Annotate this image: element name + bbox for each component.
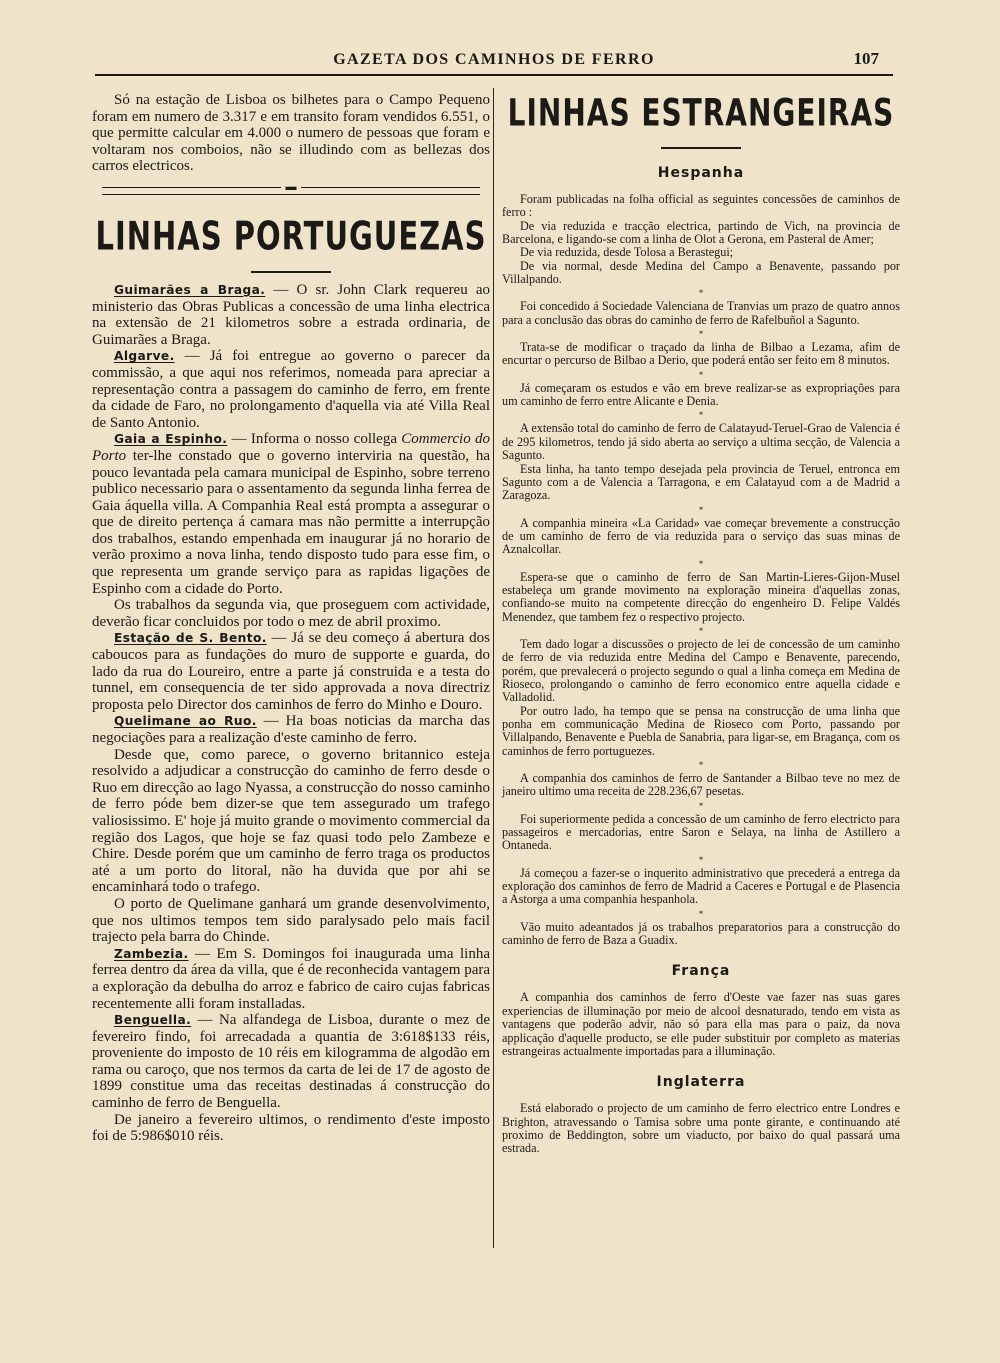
- asterisk-separator: *: [698, 410, 704, 421]
- subhead-inglaterra: Inglaterra: [656, 1074, 746, 1091]
- item-body: — Já foi entregue ao governo o parecer da commissão, a que aqui nos referimos, nomeada para apreciar a representação contra a passagem do caminho de ferro, em frente da cidade de Faro, no prolongamento d'aquella via até Villa Real de Santo Antonio.: [92, 348, 490, 431]
- ornament-rule: [102, 180, 480, 195]
- news-item-zambezia: [92, 946, 490, 1012]
- paragraph: Tem dado logar a discussões o projecto de lei de concessão de um caminho de ferro de via reduzida entre Medina del Campo e Benavente, parecendo, porém, que prevalecerá o projecto segundo o qual a linha começa em Medina de Rioseco, prolongando o caminho de ferro economico entre aquella cidade e Valladolid.: [502, 636, 900, 705]
- intro-paragraph: Só na estação de Lisboa os bilhetes para o Campo Pequeno foram em numero de 3.317 e em transito foram vendidos 6.551, o que permitte calcular em 4.000 o numero de pessoas que foram e voltaram nos comboios, não se illudindo com as bellezas dos carros electricos.: [92, 92, 490, 175]
- news-item-gaia: [92, 431, 490, 597]
- item-body: — Na alfandega de Lisboa, durante o mez de fevereiro findo, foi arrecadada a quantia de 3:618$133 réis, proveniente do imposto de 10 réis em kilogramma de algodão em rama ou caroço, que nos termos da carta de lei de 17 de agosto de 1899 constitue uma das receitas destinadas á construcção do caminho de ferro de Benguella.: [92, 1012, 490, 1112]
- news-item-algarve: [92, 348, 490, 431]
- running-title: GAZETA DOS CAMINHOS DE FERRO: [333, 51, 655, 68]
- newspaper-name: Commercio do Porto: [92, 431, 490, 464]
- paragraph: Já começou a fazer-se o inquerito administrativo que precederá a entrega da exploração dos caminhos de ferro de Madrid a Caceres e Portugal e de Plasencia a Astorga a uma companhia hespanhola.: [502, 865, 900, 907]
- news-item-guimaraes: [92, 282, 490, 348]
- asterisk-separator: *: [698, 504, 704, 515]
- column-divider: [493, 88, 494, 1248]
- asterisk-separator: *: [698, 760, 704, 771]
- paragraph: Desde que, como parece, o governo britannico esteja resolvido a adjudicar a construcção do caminho de ferro desde o Ruo em direcção ao lago Nyassa, a construcção do nosso caminho de ferro póde bem dizer-se que tem assegurado um trafego valiosissimo. E' hoje já muito grande o movimento commercial da região dos Lagos, que hoje se faz quasi todo pelo Zambeze e Chire. Desde porém que um caminho de ferro traga os productos até a um porto do litoral, não ha duvida que por ahi se encaminhará todo o trafego.: [92, 746, 490, 896]
- asterisk-separator: *: [698, 329, 704, 340]
- left-column: [92, 92, 490, 1145]
- item-body: — Informa o nosso collega: [227, 431, 402, 448]
- item-body: — O sr. John Clark requereu ao ministerio das Obras Publicas a concessão de uma linha electrica na extensão de 21 kilometros sobre a estrada ordinaria, de Guimarães a Braga.: [92, 281, 490, 348]
- paragraph: A companhia mineira «La Caridad» vae começar brevemente a construcção de um caminho de ferro de via reduzida para o serviço das suas minas de Aznalcollar.: [502, 515, 900, 557]
- paragraph: Por outro lado, ha tempo que se pensa na construcção de uma linha que ponha em communicação Medina de Rioseco com Porto, passando por Villalpando, Benavente e Puebla de Sanabria, para ligar-se, em Bragança, com os caminhos de ferro portuguezes.: [502, 703, 900, 758]
- paragraph: A companhia dos caminhos de ferro de Santander a Bilbao teve no mez de janeiro ultimo uma receita de 228.236,67 pesetas.: [502, 771, 900, 799]
- paragraph: De via reduzida e tracção electrica, partindo de Vich, na provincia de Barcelona, e ligando-se com a linha de Olot a Gerona, em Pasteral de Amer;: [502, 218, 900, 247]
- right-column: [502, 86, 900, 1156]
- news-item-s-bento: [92, 630, 490, 713]
- item-body: — Em S. Domingos foi inaugurada uma linha ferrea dentro da área da villa, que é de reconhecida vantagem para a exploração da debulha do arroz e fabrico de cairo cujas fabricas recentemente alli foram installadas.: [92, 945, 490, 1012]
- paragraph: A companhia dos caminhos de ferro d'Oeste vae fazer nas suas gares experiencias de illuminação por meio de alcool desnaturado, tendo em vista as vantagens que poderão advir, não só para ella mas para o paiz, da nova applicação d'aquelle producto, se elle puder substituir por completo as materias estrangeiras actualmente importadas para a illuminação.: [502, 990, 900, 1058]
- paragraph: Foram publicadas na folha official as seguintes concessões de caminhos de ferro :: [502, 192, 900, 220]
- paragraph: Os trabalhos da segunda via, que proseguem com actividade, deverão ficar concluidos por todo o mez de abril proximo.: [92, 597, 490, 630]
- paragraph: De via reduzida, desde Tolosa a Berastegui;: [520, 245, 734, 260]
- paragraph: De via normal, desde Medina del Campo a Benavente, passando por Villalpando.: [502, 258, 900, 287]
- news-item-quelimane: [92, 713, 490, 746]
- paragraph: De janeiro a fevereiro ultimos, o rendimento d'este imposto foi de 5:986$010 réis.: [92, 1111, 490, 1145]
- paragraph: Esta linha, ha tanto tempo desejada pela provincia de Teruel, entronca em Sagunto com a de Valencia a Tarragona, e em Calatayud com a de Madrid a Zaragoza.: [502, 461, 900, 503]
- section-title-portuguezas: LINHAS PORTUGUEZAS: [95, 213, 487, 259]
- item-lead: Estação de S. Bento.: [114, 631, 267, 646]
- asterisk-separator: *: [698, 800, 704, 811]
- item-body: ter-lhe constado que o governo interviria na questão, ha pouco levantada pela camara municipal de Espinho, sobre terreno publico necessario para o assentamento da segunda linha ferrea de Gaia áquella villa. A Companhia Real está prompta a assegurar o que de direito pertença á camara mas não permitte a interrupção dos trabalhos, estando empenhada em inaugurar já no horario de verão proximo a nova linha, tendo disposto tudo para esse fim, o que representa um grande serviço para as rapidas ligações de Espinho com a cidade do Porto.: [92, 447, 490, 597]
- subhead-hespanha: Hespanha: [657, 165, 745, 181]
- train-ornament-icon: ▬: [281, 181, 301, 193]
- item-body: — Ha boas noticias da marcha das negociações para a realização d'este caminho de ferro.: [92, 713, 490, 746]
- paragraph: O porto de Quelimane ganhará um grande desenvolvimento, que nos ultimos tempos tem sido paralysado pelo mais facil trajecto pela barra do Chinde.: [92, 895, 490, 946]
- page-number: 107: [853, 49, 879, 68]
- asterisk-separator: *: [698, 558, 704, 569]
- item-lead: Zambezia.: [114, 946, 189, 961]
- asterisk-separator: *: [698, 369, 704, 380]
- paragraph: Espera-se que o caminho de ferro de San Martin-Lieres-Gijon-Musel estabeleça um grande movimento na exploração mineira d'aquellas zonas, confiando-se muito na competente direcção do engenheiro D. Felipe Valdés Menendez, que tambem fez o respectivo projecto.: [502, 569, 900, 624]
- asterisk-separator: *: [698, 288, 704, 299]
- title-rule: [661, 147, 741, 149]
- asterisk-separator: *: [698, 854, 704, 865]
- paragraph: Está elaborado o projecto de um caminho de ferro electrico entre Londres e Brighton, atravessando o Tamisa sobre uma ponte girante, e continuando até proximo de Beddington, sobre um viaducto, por baixo do qual passará uma estrada.: [502, 1101, 900, 1156]
- paragraph: Trata-se de modificar o traçado da linha de Bilbao a Lezama, afim de encurtar o percurso de Bilbao a Derio, que poderá então ser feito em 8 minutos.: [502, 340, 900, 368]
- item-lead: Guimarães a Braga.: [114, 282, 266, 297]
- item-lead: Algarve.: [114, 349, 175, 364]
- item-body: — Já se deu começo á abertura dos caboucos para as fundações do muro de supporte e guarda, do lado da rua do Loureiro, entre a parte já construida e a testa do tunnel, em consequencia de ter sido approvada a nova directriz proposta pelo Director dos caminhos de ferro do Minho e Douro.: [92, 630, 490, 713]
- paragraph: Já começaram os estudos e vão em breve realizar-se as expropriações para um caminho de ferro entre Alicante e Denia.: [502, 380, 900, 409]
- section-title-estrangeiras: LINHAS ESTRANGEIRAS: [507, 90, 895, 135]
- asterisk-separator: *: [698, 625, 704, 636]
- item-lead: Quelimane ao Ruo.: [114, 714, 257, 729]
- paragraph: A extensão total do caminho de ferro de Calatayud-Teruel-Grao de Valencia é de 295 kilometros, tendo já sido aberta ao serviço a ultima secção, de Valencia a Sagunto.: [502, 421, 900, 463]
- paragraph: Foi concedido á Sociedade Valenciana de Tranvias um prazo de quatro annos para a conclusão das obras do caminho de ferro de Rafelbuñol a Sagunto.: [502, 299, 900, 327]
- paragraph: Vão muito adeantados já os trabalhos preparatorios para a construcção do caminho de ferro de Baza a Guadix.: [502, 919, 900, 948]
- asterisk-separator: *: [698, 908, 704, 919]
- paragraph: Foi superiormente pedida a concessão de um caminho de ferro electricto para passageiros e mercadorias, entre Saron e Selaya, na linha de Astillero a Ontaneda.: [502, 811, 900, 853]
- running-header: [95, 48, 893, 76]
- item-lead: Gaia a Espinho.: [114, 432, 228, 447]
- news-item-benguella: [92, 1012, 490, 1112]
- subhead-franca: França: [671, 963, 731, 980]
- item-lead: Benguella.: [114, 1013, 192, 1028]
